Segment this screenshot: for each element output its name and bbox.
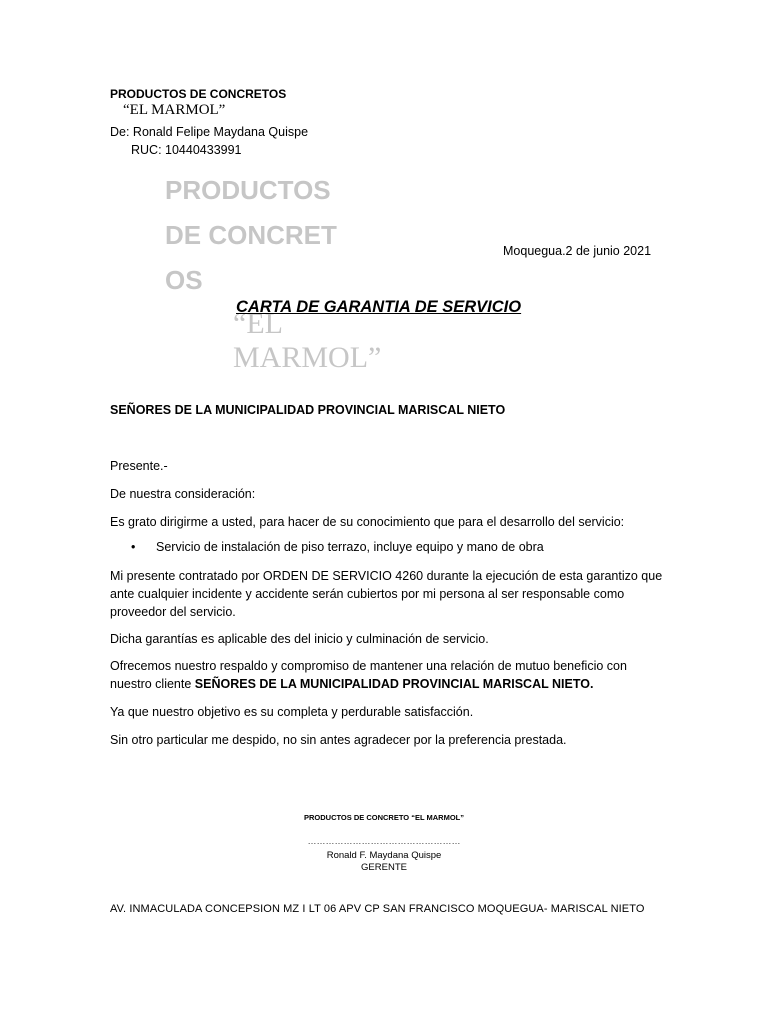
signature-company: PRODUCTOS DE CONCRETO “EL MARMOL” bbox=[303, 813, 464, 822]
signature-role: GERENTE bbox=[361, 862, 407, 873]
greeting-consideracion: De nuestra consideración: bbox=[110, 487, 256, 501]
commitment-client: SEÑORES DE LA MUNICIPALIDAD PROVINCIAL MARISCAL NIETO. bbox=[194, 677, 594, 691]
objective-paragraph: Ya que nuestro objetivo es su completa y perdurable satisfacción. bbox=[110, 705, 474, 719]
commitment-paragraph bbox=[110, 657, 670, 693]
commitment-text: Ofrecemos nuestro respaldo y compromiso de mantener una relación de mutuo beneficio con nuestro cliente bbox=[110, 659, 627, 691]
watermark-company: PRODUCTOS DE CONCRETOS bbox=[165, 175, 337, 295]
header-sender: De: Ronald Felipe Maydana Quispe bbox=[110, 125, 309, 139]
warranty-paragraph: Dicha garantías es aplicable des del inicio y culminación de servicio. bbox=[110, 632, 489, 646]
bullet-marker: • bbox=[131, 540, 136, 554]
header-company: PRODUCTOS DE CONCRETOS bbox=[110, 87, 287, 101]
header-ruc: RUC: 10440433991 bbox=[131, 143, 242, 157]
signature-line: …………………………………………… bbox=[307, 836, 461, 846]
greeting-presente: Presente.- bbox=[110, 459, 168, 473]
letter-title: CARTA DE GARANTIA DE SERVICIO bbox=[236, 298, 522, 316]
service-bullet-item: Servicio de instalación de piso terrazo, incluye equipo y mano de obra bbox=[156, 540, 544, 554]
footer-address: AV. INMACULADA CONCEPSION MZ I LT 06 APV CP SAN FRANCISCO MOQUEGUA- MARISCAL NIETO bbox=[110, 903, 645, 915]
header-brand: “EL MARMOL” bbox=[123, 102, 226, 118]
intro-paragraph: Es grato dirigirme a usted, para hacer de su conocimiento que para el desarrollo del servicio: bbox=[110, 515, 625, 529]
closing-paragraph: Sin otro particular me despido, no sin antes agradecer por la preferencia prestada. bbox=[110, 733, 567, 747]
contract-paragraph: Mi presente contratado por ORDEN DE SERVICIO 4260 durante la ejecución de esta garantizo que ante cualquier incidente y accidente serán cubiertos por mi persona al ser responsable como proveedor del servicio. bbox=[110, 569, 663, 619]
letter-recipient: SEÑORES DE LA MUNICIPALIDAD PROVINCIAL MARISCAL NIETO bbox=[110, 403, 506, 417]
letter-date: Moquegua.2 de junio 2021 bbox=[503, 244, 652, 258]
signature-name: Ronald F. Maydana Quispe bbox=[326, 850, 442, 861]
watermark-brand: “EL MARMOL” bbox=[233, 307, 382, 374]
